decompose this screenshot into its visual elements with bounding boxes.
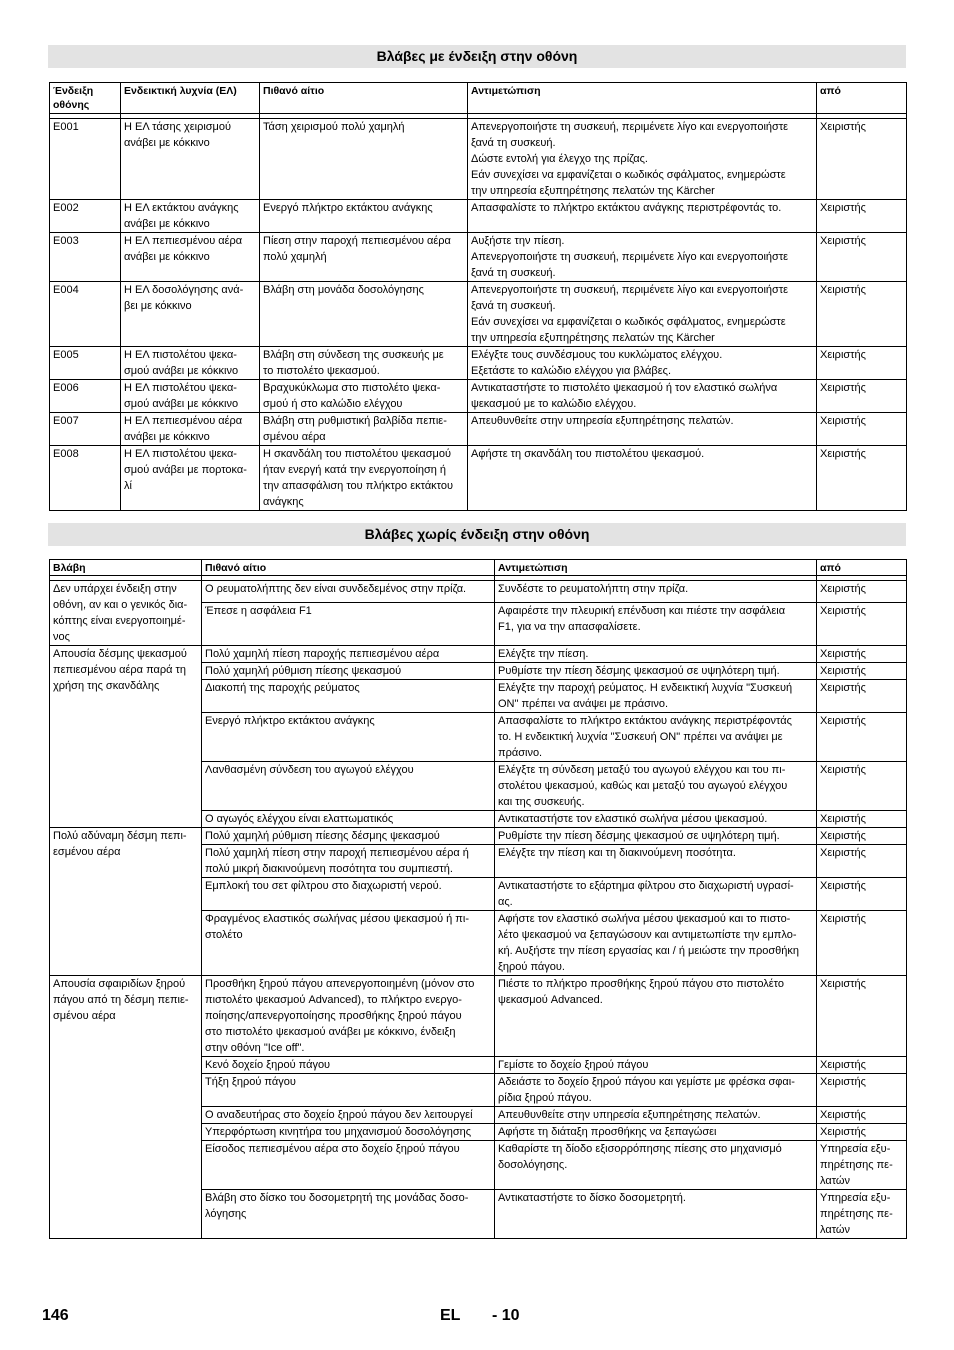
possible-cause-line: ανάγκης — [263, 496, 304, 508]
possible-cause-line: ήταν ενεργή κατά την ενεργοποίηση ή — [263, 464, 447, 476]
possible-cause-line: Φραγμένος ελαστικός σωλήνας μέσου ψεκασμού ή πι- — [205, 913, 470, 925]
responsible — [817, 762, 907, 811]
responsible — [817, 845, 907, 878]
indicator-lamp — [121, 413, 260, 446]
possible-cause — [260, 446, 468, 511]
possible-cause — [260, 413, 468, 446]
responsible: Χειριστής — [817, 119, 907, 200]
possible-cause — [202, 1074, 495, 1107]
fault-line: νος — [53, 631, 70, 643]
responsible-line: Χειριστής — [820, 665, 866, 677]
possible-cause-line: πιστολέτο ψεκασμού Advanced), το πλήκτρο ενεργο- — [205, 994, 462, 1006]
indicator-lamp-line: σμού ανάβει με κόκκινο — [124, 398, 239, 410]
indicator-lamp — [121, 347, 260, 380]
possible-cause-line: Ενεργό πλήκτρο εκτάκτου ανάγκης — [263, 202, 433, 214]
responsible-line: Χειριστής — [820, 715, 866, 727]
error-code: E003 — [50, 233, 121, 282]
possible-cause — [260, 119, 468, 200]
responsible-line: πηρέτησης πε- — [820, 1208, 893, 1220]
possible-cause-line: Βλάβη στη ρυθμιστική βαλβίδα πεπιε- — [263, 415, 447, 427]
remedy — [495, 581, 817, 603]
table-row — [50, 413, 907, 446]
remedy-line: Ελέγξτε τους συνδέσμους του κυκλώματος ελέγχου. — [471, 349, 723, 361]
possible-cause-line: Πολύ χαμηλή πίεση στην παροχή πεπιεσμένου αέρα ή — [205, 847, 469, 859]
header-remedy: Αντιμετώπιση — [495, 560, 817, 576]
possible-cause — [260, 347, 468, 380]
possible-cause-line: Βλάβη στη σύνδεση της συσκευής με — [263, 349, 444, 361]
remedy-line: την υπηρεσία εξυπηρέτησης πελατών της Kärcher — [471, 185, 715, 197]
remedy-line: Εξετάστε το καλώδιο ελέγχου για βλάβες. — [471, 365, 672, 377]
remedy-line: ξανά τη συσκευή. — [471, 267, 556, 279]
remedy — [495, 1107, 817, 1124]
responsible — [817, 878, 907, 911]
possible-cause-line: Ο ρευματολήπτης δεν είναι συνδεδεμένος στην πρίζα. — [205, 583, 467, 595]
indicator-lamp-line: Η ΕΛ πεπιεσμένου αέρα — [124, 235, 243, 247]
remedy — [495, 878, 817, 911]
responsible — [817, 976, 907, 1057]
indicator-lamp-line: ανάβει με κόκκινο — [124, 218, 210, 230]
responsible-line: Υπηρεσία εξυ- — [820, 1143, 891, 1155]
header-fault: Βλάβη — [50, 560, 202, 576]
remedy-line: Απασφαλίστε το πλήκτρο εκτάκτου ανάγκης περιστρέφοντάς — [498, 715, 792, 727]
remedy-line: Αυξήστε την πίεση. — [471, 235, 565, 247]
responsible: Χειριστής — [817, 413, 907, 446]
remedy-line: ξηρού πάγου. — [498, 961, 565, 973]
table-row — [50, 119, 907, 200]
responsible-line: Χειριστής — [820, 847, 866, 859]
possible-cause-line: Προσθήκη ξηρού πάγου απενεργοποιημένη (μόνον στο — [205, 978, 475, 990]
possible-cause — [202, 646, 495, 663]
indicator-lamp-line: ανάβει με κόκκινο — [124, 137, 210, 149]
responsible — [817, 828, 907, 845]
remedy-line: δοσολόγησης. — [498, 1159, 568, 1171]
responsible — [817, 1107, 907, 1124]
remedy-line: Εάν συνεχίσει να εμφανίζεται ο κωδικός σφάλματος, ενημερώστε — [471, 169, 786, 181]
indicator-lamp-line: ανάβει με κόκκινο — [124, 431, 210, 443]
fault-line: πεπιεσμένου αέρα παρά τη — [53, 664, 187, 676]
possible-cause-line: Πολύ χαμηλή ρύθμιση πίεσης ψεκασμού — [205, 665, 402, 677]
responsible — [817, 1074, 907, 1107]
possible-cause — [202, 976, 495, 1057]
fault — [50, 828, 202, 976]
remedy — [495, 603, 817, 646]
responsible-line: Χειριστής — [820, 764, 866, 776]
remedy-line: την υπηρεσία εξυπηρέτησης πελατών της Kärcher — [471, 332, 715, 344]
error-code: E006 — [50, 380, 121, 413]
remedy — [468, 119, 817, 200]
remedy-line: Καθαρίστε τη δίοδο εξισορρόπησης πίεσης στο μηχανισμό — [498, 1143, 782, 1155]
remedy-line: ξανά τη συσκευή. — [471, 137, 556, 149]
responsible-line: Χειριστής — [820, 978, 866, 990]
possible-cause — [202, 811, 495, 828]
responsible-line: Χειριστής — [820, 813, 866, 825]
indicator-lamp-line: βει με κόκκινο — [124, 300, 192, 312]
indicator-lamp — [121, 233, 260, 282]
possible-cause-line: Κενό δοχείο ξηρού πάγου — [205, 1059, 331, 1071]
possible-cause-line: Ο αγωγός ελέγχου είναι ελαττωματικός — [205, 813, 394, 825]
responsible — [817, 1141, 907, 1190]
possible-cause-line: πολύ μικρή διακινούμενη ποσότητα του συμπιεστή. — [205, 863, 453, 875]
remedy-line: Απευθυνθείτε στην υπηρεσία εξυπηρέτησης πελατών. — [498, 1109, 761, 1121]
indicator-lamp-line: Η ΕΛ πιστολέτου ψεκα- — [124, 349, 237, 361]
no-display-faults-table — [49, 559, 907, 1239]
remedy — [495, 828, 817, 845]
remedy — [495, 1190, 817, 1239]
table-row — [50, 446, 907, 511]
remedy-line: Απενεργοποιήστε τη συσκευή, περιμένετε λίγο και ενεργοποιήστε — [471, 284, 789, 296]
possible-cause — [260, 380, 468, 413]
remedy-line: Αδειάστε το δοχείο ξηρού πάγου και γεμίστε με φρέσκα σφαι- — [498, 1076, 795, 1088]
remedy — [495, 811, 817, 828]
possible-cause-line: πολύ χαμηλή — [263, 251, 327, 263]
indicator-lamp — [121, 282, 260, 347]
remedy — [468, 413, 817, 446]
possible-cause-line: Βραχυκύκλωμα στο πιστολέτο ψεκα- — [263, 382, 441, 394]
remedy — [495, 680, 817, 713]
possible-cause — [202, 845, 495, 878]
remedy-line: Εάν συνεχίσει να εμφανίζεται ο κωδικός σφάλματος, ενημερώστε — [471, 316, 786, 328]
responsible-line: Χειριστής — [820, 1109, 866, 1121]
responsible — [817, 680, 907, 713]
possible-cause-line: Υπερφόρτωση κινητήρα του μηχανισμού δοσολόγησης — [205, 1126, 472, 1138]
header-cause: Πιθανό αίτιο — [202, 560, 495, 576]
indicator-lamp-line: Η ΕΛ πεπιεσμένου αέρα — [124, 415, 243, 427]
table-row — [50, 828, 907, 845]
possible-cause-line: το πιστολέτο ψεκασμού. — [263, 365, 380, 377]
remedy-line: Ελέγξτε την πίεση και τη διακινούμενη ποσότητα. — [498, 847, 736, 859]
possible-cause-line: σμού ή στο καλώδιο ελέγχου — [263, 398, 403, 410]
possible-cause — [202, 1190, 495, 1239]
remedy-line: Απενεργοποιήστε τη συσκευή, περιμένετε λίγο και ενεργοποιήστε — [471, 251, 789, 263]
header-display: Ένδειξη οθόνης — [50, 83, 121, 114]
indicator-lamp — [121, 200, 260, 233]
possible-cause-line: λόγησης — [205, 1208, 247, 1220]
remedy-line: Αντικαταστήστε το δίσκο δοσομετρητή. — [498, 1192, 686, 1204]
remedy-line: Ελέγξτε την παροχή ρεύματος. Η ενδεικτική λυχνία "Συσκευή — [498, 682, 793, 694]
responsible-line: λατών — [820, 1224, 850, 1236]
remedy-line: Απευθυνθείτε στην υπηρεσία εξυπηρέτησης πελατών. — [471, 415, 734, 427]
possible-cause — [260, 282, 468, 347]
possible-cause-line: την απασφάλιση του πλήκτρο εκτάκτου — [263, 480, 453, 492]
possible-cause — [202, 603, 495, 646]
responsible: Χειριστής — [817, 200, 907, 233]
table-row — [50, 976, 907, 1057]
remedy-line: το. Η ενδεικτική λυχνία "Συσκευή ON" πρέπει να ανάψει με — [498, 731, 783, 743]
remedy-line: Αφαιρέστε την πλευρική επένδυση και πιέστε την ασφάλεια — [498, 605, 786, 618]
responsible — [817, 1124, 907, 1141]
header-by: από — [817, 83, 907, 114]
remedy — [495, 1057, 817, 1074]
possible-cause — [202, 1107, 495, 1124]
remedy-line: ψεκασμού με το καλώδιο ελέγχου. — [471, 398, 637, 410]
error-code: E001 — [50, 119, 121, 200]
page-number: 146 — [42, 1307, 69, 1324]
indicator-lamp-line: λί — [124, 480, 132, 492]
responsible: Χειριστής — [817, 282, 907, 347]
fault-line: πάγου από τη δέσμη πεπιε- — [53, 994, 189, 1006]
possible-cause-line: Τάση χειρισμού πολύ χαμηλή — [263, 121, 405, 133]
responsible-line: Χειριστής — [820, 648, 866, 660]
responsible: Χειριστής — [817, 233, 907, 282]
indicator-lamp-line: σμού ανάβει με κόκκινο — [124, 365, 239, 377]
responsible — [817, 581, 907, 603]
indicator-lamp — [121, 380, 260, 413]
error-code: E002 — [50, 200, 121, 233]
table-row — [50, 233, 907, 282]
responsible — [817, 646, 907, 663]
responsible-line: Χειριστής — [820, 583, 866, 595]
possible-cause — [202, 1057, 495, 1074]
remedy-line: κή. Αυξήστε την πίεση εργασίας και / ή μειώστε την προσθήκη — [498, 945, 800, 957]
fault-line: οθόνη, αν και ο γενικός δια- — [53, 599, 188, 611]
remedy-line: F1, για να την απασφαλίσετε. — [498, 621, 641, 634]
remedy-line: Αντικαταστήστε τον ελαστικό σωλήνα μέσου ψεκασμού. — [498, 813, 768, 825]
possible-cause — [260, 200, 468, 233]
remedy-line: Συνδέστε το ρευματολήπτη στην πρίζα. — [498, 583, 689, 595]
possible-cause-line: στολέτο — [205, 929, 243, 941]
possible-cause-line: Πολύ χαμηλή ρύθμιση πίεσης δέσμης ψεκασμού — [205, 830, 440, 842]
header-cause: Πιθανό αίτιο — [260, 83, 468, 114]
possible-cause-line: Τήξη ξηρού πάγου — [205, 1076, 296, 1088]
remedy-line: Δώστε εντολή για έλεγχο της πρίζας. — [471, 153, 648, 165]
remedy-line: Ρυθμίστε την πίεση δέσμης ψεκασμού σε υψηλότερη τιμή. — [498, 665, 780, 677]
language-code: EL — [440, 1307, 461, 1324]
remedy — [495, 1124, 817, 1141]
remedy-line: Πιέστε το πλήκτρο προσθήκης ξηρού πάγου στο πιστολέτο — [498, 978, 784, 990]
remedy — [495, 663, 817, 680]
remedy — [495, 646, 817, 663]
remedy-line: Αντικαταστήστε το πιστολέτο ψεκασμού ή τον ελαστικό σωλήνα — [471, 382, 778, 394]
remedy — [468, 347, 817, 380]
display-faults-table — [49, 82, 907, 511]
section-page: - 10 — [492, 1307, 520, 1324]
section-title-no-display-faults: Βλάβες χωρίς ένδειξη στην οθόνη — [48, 523, 906, 546]
remedy — [495, 1141, 817, 1190]
responsible — [817, 1190, 907, 1239]
possible-cause-line: Πίεση στην παροχή πεπιεσμένου αέρα — [263, 235, 451, 247]
remedy-line: ας. — [498, 896, 513, 908]
remedy-line: ON" πρέπει να ανάψει με πράσινο. — [498, 698, 668, 710]
responsible-line: Χειριστής — [820, 1126, 866, 1138]
responsible-line: Χειριστής — [820, 830, 866, 842]
remedy — [468, 446, 817, 511]
possible-cause — [260, 233, 468, 282]
remedy-line: Ρυθμίστε την πίεση δέσμης ψεκασμού σε υψηλότερη τιμή. — [498, 830, 780, 842]
possible-cause-line: Βλάβη στο δίσκο του δοσομετρητή της μονάδας δοσο- — [205, 1192, 469, 1204]
fault — [50, 581, 202, 646]
remedy-line: Απενεργοποιήστε τη συσκευή, περιμένετε λίγο και ενεργοποιήστε — [471, 121, 789, 133]
responsible — [817, 1057, 907, 1074]
remedy-line: ψεκασμού Advanced. — [498, 994, 603, 1006]
remedy — [495, 911, 817, 976]
remedy-line: Αφήστε τη σκανδάλη του πιστολέτου ψεκασμού. — [471, 448, 705, 460]
indicator-lamp-line: Η ΕΛ εκτάκτου ανάγκης — [124, 202, 239, 214]
fault-line: Πολύ αδύναμη δέσμη πεπι- — [53, 830, 187, 842]
remedy — [495, 976, 817, 1057]
possible-cause — [202, 581, 495, 603]
possible-cause — [202, 663, 495, 680]
indicator-lamp-line: σμού ανάβει με πορτοκα- — [124, 464, 247, 476]
responsible — [817, 603, 907, 646]
responsible — [817, 811, 907, 828]
possible-cause — [202, 878, 495, 911]
remedy — [495, 1074, 817, 1107]
indicator-lamp-line: Η ΕΛ πιστολέτου ψεκα- — [124, 448, 237, 460]
remedy — [495, 762, 817, 811]
possible-cause — [202, 680, 495, 713]
possible-cause-line: στο πιστολέτο ψεκασμού ανάβει με κόκκινο, ένδειξη — [205, 1026, 456, 1038]
remedy — [468, 282, 817, 347]
header-by: από — [817, 560, 907, 576]
possible-cause — [202, 1141, 495, 1190]
possible-cause-line: Η σκανδάλη του πιστολέτου ψεκασμού — [263, 448, 451, 460]
header-lamp: Ενδεικτική λυχνία (ΕΛ) — [121, 83, 260, 114]
responsible: Χειριστής — [817, 380, 907, 413]
remedy-line: πράσινο. — [498, 747, 543, 759]
error-code: E008 — [50, 446, 121, 511]
responsible: Χειριστής — [817, 446, 907, 511]
possible-cause-line: Έπεσε η ασφάλεια F1 — [205, 605, 312, 618]
error-code: E005 — [50, 347, 121, 380]
fault-line: Δεν υπάρχει ένδειξη στην — [53, 583, 177, 595]
indicator-lamp — [121, 119, 260, 200]
fault-line: κόπτης είναι ενεργοποιημέ- — [53, 615, 186, 627]
possible-cause-line: σμένου αέρα — [263, 431, 326, 443]
fault-line: χρήση της σκανδάλης — [53, 680, 160, 692]
remedy-line: Αφήστε τον ελαστικό σωλήνα μέσου ψεκασμού και το πιστο- — [498, 913, 791, 925]
error-code: E004 — [50, 282, 121, 347]
remedy-line: Γεμίστε το δοχείο ξηρού πάγου — [498, 1059, 649, 1071]
remedy-line: Ελέγξτε την πίεση. — [498, 648, 589, 660]
possible-cause-line: Πολύ χαμηλή πίεση παροχής πεπιεσμένου αέρα — [205, 648, 440, 660]
remedy — [468, 200, 817, 233]
remedy-line: και της συσκευής. — [498, 796, 585, 808]
remedy-line: Αφήστε τη διάταξη προσθήκης να ξεπαγώσει — [498, 1126, 717, 1138]
responsible-line: Χειριστής — [820, 1076, 866, 1088]
remedy-line: λέτο ψεκασμού να ξεπαγώσουν και αντιμετωπίστε την εμπλο- — [498, 929, 797, 941]
table-row — [50, 646, 907, 663]
table-row — [50, 282, 907, 347]
responsible-line: Χειριστής — [820, 605, 866, 618]
responsible: Χειριστής — [817, 347, 907, 380]
fault-line: Απουσία σφαιριδίων ξηρού — [53, 978, 186, 990]
responsible-line: Χειριστής — [820, 913, 866, 925]
possible-cause-line: Βλάβη στη μονάδα δοσολόγησης — [263, 284, 424, 296]
remedy — [495, 713, 817, 762]
section-title-display-faults: Βλάβες με ένδειξη στην οθόνη — [48, 45, 906, 68]
responsible — [817, 911, 907, 976]
table-row — [50, 380, 907, 413]
fault — [50, 976, 202, 1239]
error-code: E007 — [50, 413, 121, 446]
possible-cause-line: Είσοδος πεπιεσμένου αέρα στο δοχείο ξηρού πάγου — [205, 1143, 460, 1155]
indicator-lamp-line: Η ΕΛ δοσολόγησης ανά- — [124, 284, 244, 296]
remedy-line: ξανά τη συσκευή. — [471, 300, 556, 312]
fault — [50, 646, 202, 828]
remedy-line: ρίδια ξηρού πάγου. — [498, 1092, 592, 1104]
responsible-line: Υπηρεσία εξυ- — [820, 1192, 891, 1204]
table-row — [50, 200, 907, 233]
responsible-line: πηρέτησης πε- — [820, 1159, 893, 1171]
remedy — [468, 233, 817, 282]
responsible — [817, 713, 907, 762]
possible-cause-line: στην οθόνη "Ice off". — [205, 1042, 305, 1054]
responsible — [817, 663, 907, 680]
possible-cause — [202, 828, 495, 845]
remedy — [495, 845, 817, 878]
remedy — [468, 380, 817, 413]
indicator-lamp — [121, 446, 260, 511]
fault-line: σμένου αέρα — [53, 1010, 116, 1022]
remedy-line: στολέτου ψεκασμού, καθώς και μεταξύ του αγωγού ελέγχου — [498, 780, 788, 792]
responsible-line: λατών — [820, 1175, 850, 1187]
fault-line: Απουσία δέσμης ψεκασμού — [53, 648, 187, 660]
remedy-line: Απασφαλίστε το πλήκτρο εκτάκτου ανάγκης περιστρέφοντάς το. — [471, 202, 782, 214]
indicator-lamp-line: Η ΕΛ πιστολέτου ψεκα- — [124, 382, 237, 394]
table-row — [50, 581, 907, 603]
indicator-lamp-line: ανάβει με κόκκινο — [124, 251, 210, 263]
responsible-line: Χειριστής — [820, 880, 866, 892]
fault-line: εσμένου αέρα — [53, 846, 121, 858]
possible-cause — [202, 713, 495, 762]
possible-cause-line: Ενεργό πλήκτρο εκτάκτου ανάγκης — [205, 715, 375, 727]
indicator-lamp-line: Η ΕΛ τάσης χειρισμού — [124, 121, 232, 133]
remedy-line: Αντικαταστήστε το εξάρτημα φίλτρου στο διαχωριστή υγρασί- — [498, 880, 794, 892]
possible-cause-line: Λανθασμένη σύνδεση του αγωγού ελέγχου — [205, 764, 414, 776]
possible-cause-line: Ο αναδευτήρας στο δοχείο ξηρού πάγου δεν λειτουργεί — [205, 1109, 473, 1121]
responsible-line: Χειριστής — [820, 1059, 866, 1071]
possible-cause-line: Εμπλοκή του σετ φίλτρου στο διαχωριστή νερού. — [205, 880, 442, 892]
responsible-line: Χειριστής — [820, 682, 866, 694]
possible-cause-line: ποίησης/απενεργοποίησης προσθήκης ξηρού πάγου — [205, 1010, 462, 1022]
table-row — [50, 347, 907, 380]
remedy-line: Ελέγξτε τη σύνδεση μεταξύ του αγωγού ελέγχου και του πι- — [498, 764, 786, 776]
possible-cause — [202, 762, 495, 811]
header-remedy: Αντιμετώπιση — [468, 83, 817, 114]
possible-cause — [202, 911, 495, 976]
possible-cause-line: Διακοπή της παροχής ρεύματος — [205, 682, 360, 694]
possible-cause — [202, 1124, 495, 1141]
